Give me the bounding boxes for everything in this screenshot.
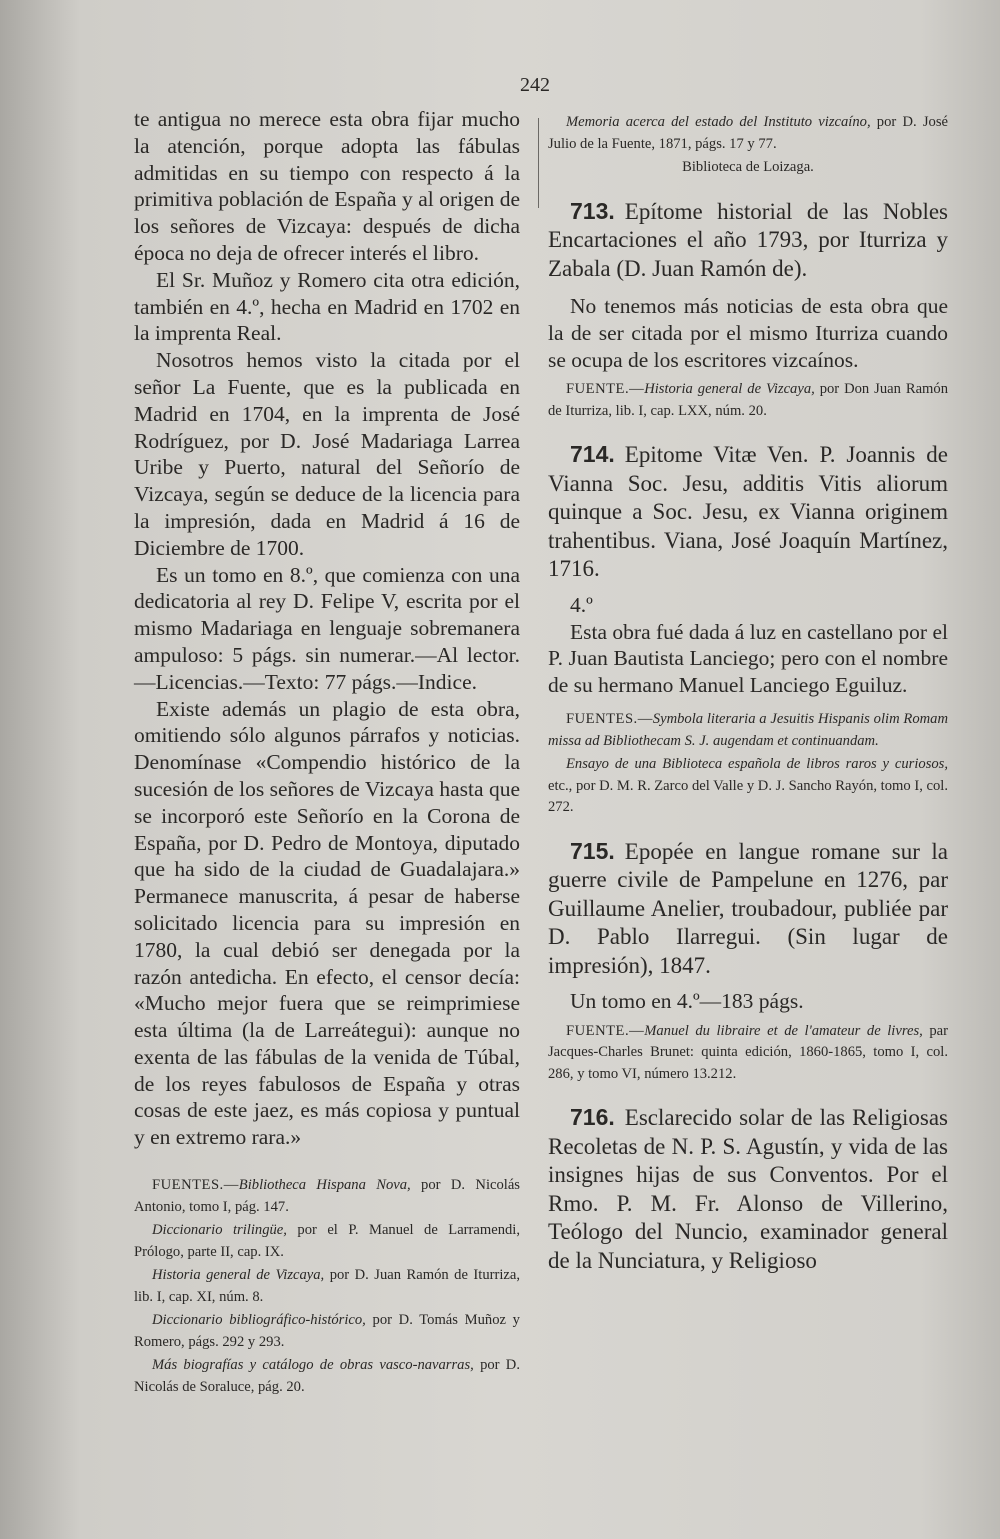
paragraph: El Sr. Muñoz y Romero cita otra edición, también en 4.º, hecha en Madrid en 1702 en la imprenta Real. <box>134 267 520 346</box>
source-citation <box>548 379 948 422</box>
paragraph: No tenemos más noticias de esta obra que la de ser citada por el mismo Iturriza cuando se ocupa de los escritores vizcaínos. <box>548 294 948 372</box>
entry-number: 716. <box>570 1104 615 1131</box>
source-title: Memoria acerca del estado del Instituto vizcaíno, <box>566 114 871 130</box>
paragraph: Es un tomo en 8.º, que comienza con una dedicatoria al rey D. Felipe V, escrita por el mismo Madariaga en lenguaje sobremanera ampuloso: 5 págs. sin numerar.—Al lector.—Licencias.—Texto: 77 págs.—Indice. <box>134 562 520 694</box>
source-detail: por D. Tomás Muñoz y Romero, págs. 292 y 293. <box>134 1312 520 1350</box>
paragraph: te antigua no merece esta obra fijar mucho la atención, porque adopta las fábulas admitidas en su tiempo con respecto á la primitiva población de España y al origen de los señores de Vizcaya: después de dicha época no deja de ofrecer interés el libro. <box>134 107 520 265</box>
entry-number: 715. <box>570 837 615 864</box>
entry-715-heading <box>548 837 948 981</box>
entry-format: 4.º <box>570 592 593 617</box>
source-detail: por Don Juan Ramón de Iturriza, lib. I, cap. LXX, núm. 20. <box>548 381 948 419</box>
entry-title: Epitome Vitæ Ven. P. Joannis de Vianna Soc. Jesu, additis Vitis aliorum quinque a Soc. Jesu, ex Vianna originem trahentibus. Viana, José Joaquín Martínez, 1716. <box>548 442 948 582</box>
entry-title: Epopée en langue romane sur la guerre civile de Pampelune en 1276, par Guillaume Anelier, troubadour, publiée par D. Pablo Ilarregui. (Sin lugar de impresión), 1847. <box>548 838 948 978</box>
paragraph: Nosotros hemos visto la citada por el señor La Fuente, que es la publicada en Madrid en 1704, en la imprenta de José Rodríguez, por D. José Madariaga Larrea Uribe y Puerto, natural del Señorío de Vizcaya, según se deduce de la licencia para la impresión, dada en Madrid á 16 de Diciembre de 1700. <box>134 348 520 560</box>
source-label: FUENTES.— <box>152 1177 239 1194</box>
entry-716-heading <box>548 1103 948 1275</box>
source-detail: par Jacques-Charles Brunet: quinta edición, 1860-1865, tomo I, col. 286, y tomo VI, número 13.212. <box>548 1022 948 1082</box>
source-title: Symbola literaria a Jesuitis Hispanis olim Romam missa ad Bibliothecam S. J. augendam et continuandam. <box>548 711 948 749</box>
paragraph: Existe además un plagio de esta obra, omitiendo sólo algunos párrafos y noticias. Denomínase «Compendio histórico de la sucesión de los señores de Vizcaya hasta que se incorporó este Señorío en la Corona de España, por D. Pedro de Montoya, diputado que ha sido de la ciudad de Guadalajara.» Permanece manuscrita, á pesar de haberse solicitado licencia para su impresión en 1780, la cual debió ser denegada por la razón antedicha. En efecto, el censor decía: «Mucho mejor fuera que se reimprimiese esta última (la de Larreátegui): aunque no exenta de las fábulas de la venida de Túbal, de los reyes fabulosos de España y otras cosas de este jaez, es más copiosa y puntual y en extremo rara.» <box>134 696 520 1150</box>
right-column <box>548 112 948 1275</box>
source-title: Diccionario bibliográfico-histórico, <box>152 1312 366 1329</box>
source-citation <box>548 754 948 819</box>
source-citation <box>134 1175 520 1218</box>
source-citation <box>548 709 948 752</box>
entry-number: 714. <box>570 441 615 468</box>
entry-713-heading <box>548 197 948 284</box>
source-citation <box>134 1220 520 1263</box>
source-citation <box>134 1265 520 1308</box>
library-note: Biblioteca de Loizaga. <box>682 159 814 175</box>
source-title: Historia general de Vizcaya, <box>644 381 815 398</box>
source-detail: por D. Nicolás de Soraluce, pág. 20. <box>134 1357 520 1395</box>
entry-title: Epítome historial de las Nobles Encartaciones el año 1793, por Iturriza y Zabala (D. Juan Ramón de). <box>548 198 948 281</box>
source-citation <box>134 1355 520 1398</box>
source-citation <box>134 1310 520 1353</box>
source-detail: por el P. Manuel de Larramendi, Prólogo, parte II, cap. IX. <box>134 1222 520 1260</box>
entry-714-heading <box>548 440 948 584</box>
source-detail: por D. José Julio de la Fuente, 1871, págs. 17 y 77. <box>548 114 948 152</box>
source-citation <box>548 1021 948 1086</box>
source-detail: por D. Juan Ramón de Iturriza, lib. I, cap. XI, núm. 8. <box>134 1267 520 1305</box>
source-detail: por D. Nicolás Antonio, tomo I, pág. 147. <box>134 1177 520 1215</box>
entry-format: Un tomo en 4.º—183 págs. <box>570 989 804 1014</box>
entry-title: Esclarecido solar de las Religiosas Recoletas de N. P. S. Agustín, y vida de las insignes hijas de sus Conventos. Por el Rmo. P. M. Fr. Alonso de Villerino, Teólogo del Nuncio, examinador general de la Nunciatura, y Religioso <box>548 1105 948 1273</box>
source-label: FUENTES.— <box>566 711 653 728</box>
source-title: Diccionario trilingüe, <box>152 1222 287 1239</box>
source-detail: etc., por D. M. R. Zarco del Valle y D. J. Sancho Rayón, tomo I, col. 272. <box>548 777 948 816</box>
source-title: Historia general de Vizcaya, <box>152 1267 325 1284</box>
entry-number: 713. <box>570 197 615 224</box>
source-title: Más biografías y catálogo de obras vasco-navarras, <box>152 1357 474 1374</box>
page-number: 242 <box>520 74 550 96</box>
column-divider <box>538 118 539 208</box>
source-citation <box>548 112 948 155</box>
source-title: Ensayo de una Biblioteca española de libros raros y curiosos, <box>566 756 948 773</box>
left-column <box>134 106 520 1398</box>
source-label: FUENTE.— <box>566 1022 645 1039</box>
source-title: Bibliotheca Hispana Nova, <box>238 1177 411 1194</box>
source-label: FUENTE.— <box>566 381 645 398</box>
paragraph: Esta obra fué dada á luz en castellano por el P. Juan Bautista Lanciego; pero con el nombre de su hermano Manuel Lanciego Eguiluz. <box>548 619 948 698</box>
source-title: Manuel du libraire et de l'amateur de livres, <box>644 1022 923 1039</box>
